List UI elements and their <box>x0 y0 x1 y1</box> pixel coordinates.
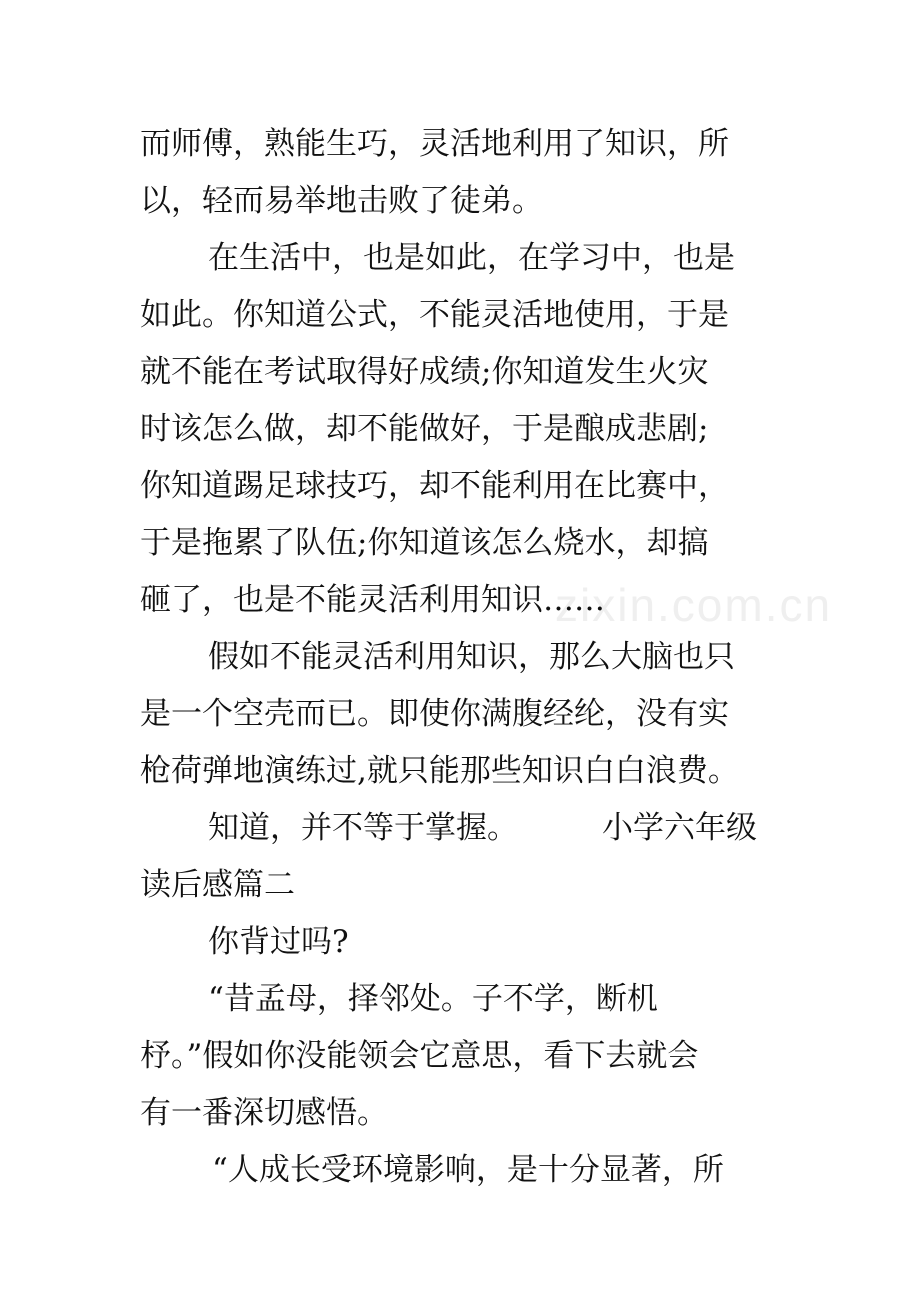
text-line: 枪荷弹地演练过,就只能那些知识白白浪费。 <box>140 753 739 789</box>
text-line: 是一个空壳而已。即使你满腹经纶，没有实 <box>140 696 729 732</box>
text-line: 砸了，也是不能灵活利用知识…… <box>140 582 605 618</box>
text-segment: 知道，并不等于掌握。 <box>208 810 518 846</box>
text-line: 以，轻而易举地击败了徒弟。 <box>140 183 543 219</box>
document-body <box>140 116 800 1199</box>
text-line: 就不能在考试取得好成绩;你知道发生火灾 <box>140 354 709 390</box>
text-line: 于是拖累了队伍;你知道该怎么烧水，却搞 <box>140 525 709 561</box>
text-line: 假如不能灵活利用知识，那么大脑也只 <box>208 639 735 675</box>
section-title-part: 读后感篇二 <box>140 867 295 903</box>
text-line: “昔孟母，择邻处。子不学，断机 <box>208 981 658 1017</box>
text-line: “人成长受环境影响，是十分显著，所 <box>212 1152 724 1188</box>
text-line: 如此。你知道公式，不能灵活地使用，于是 <box>140 297 729 333</box>
section-title-part: 小学六年级 <box>602 810 757 846</box>
text-line: 你知道踢足球技巧，却不能利用在比赛中， <box>140 468 729 504</box>
text-line: 杼。”假如你没能领会它意思，看下去就会 <box>140 1038 699 1074</box>
text-line: 你背过吗? <box>208 924 349 960</box>
text-line: 而师傅，熟能生巧，灵活地利用了知识，所 <box>140 126 729 162</box>
text-line <box>140 800 800 857</box>
text-line: 时该怎么做，却不能做好，于是酿成悲剧; <box>140 411 709 447</box>
text-line: 有一番深切感悟。 <box>140 1095 388 1131</box>
text-line: 在生活中，也是如此，在学习中，也是 <box>208 240 735 276</box>
watermark: zixin.com.cn <box>555 579 833 631</box>
